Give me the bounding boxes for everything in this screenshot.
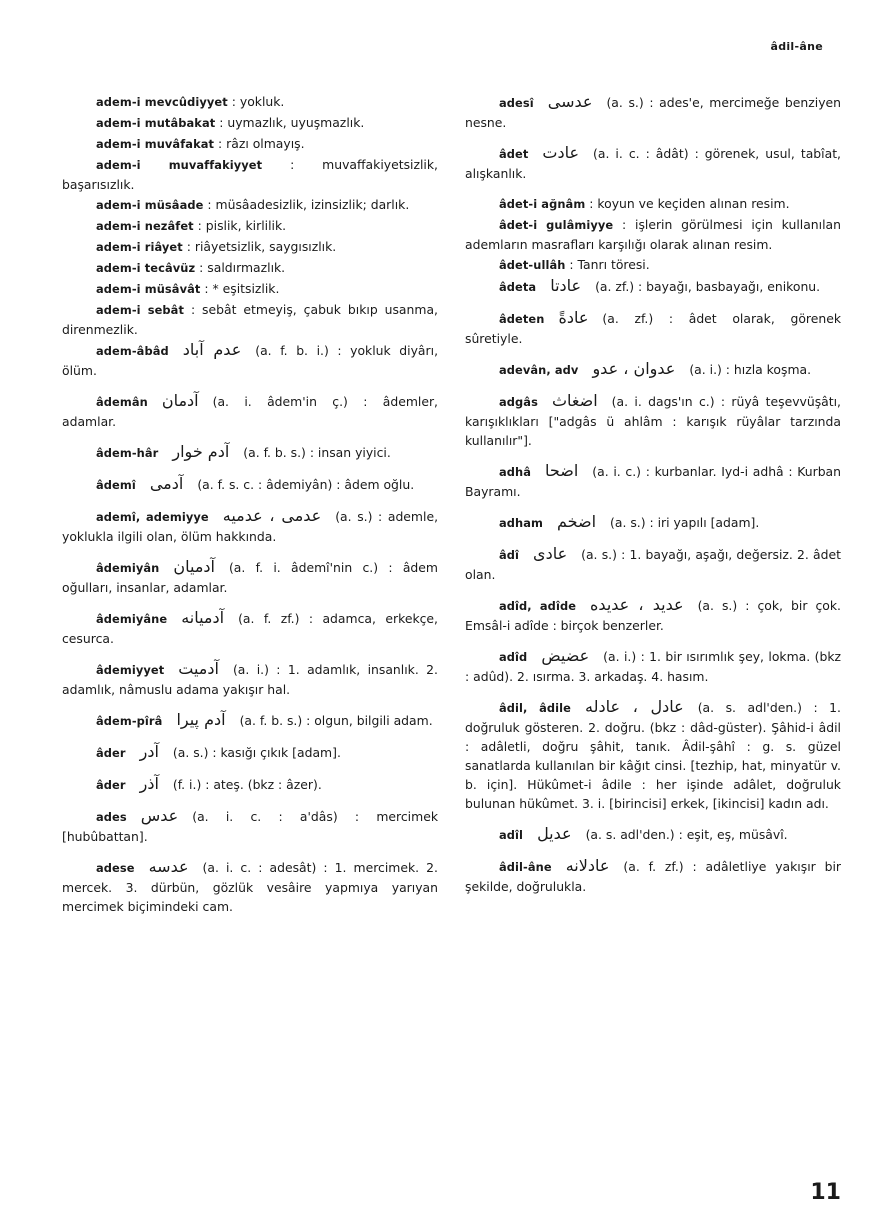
headword: âdemân <box>96 395 148 409</box>
arabic-script: عادی <box>533 544 568 563</box>
headword: âdemiyyet <box>96 663 165 677</box>
definition: (a. i. c. : âdât) : görenek, usul, tabîat, alışkanlık. <box>465 146 841 181</box>
dictionary-entry <box>62 608 438 648</box>
headword: âder <box>96 746 126 760</box>
dictionary-entry <box>62 300 438 339</box>
headword: âdet <box>499 147 529 161</box>
definition: (a. zf.) : bayağı, basbayağı, enikonu. <box>595 279 821 294</box>
definition: : müsâadesizlik, izinsizlik; darlık. <box>207 197 410 212</box>
definition: (a. s. adl'den.) : 1. doğruluk gösteren. 2. doğru. (bkz : dâd-güster). Şâhid-i âdil : adâletli, doğru şâhit, tanık. Âdil-şâhî : g. s. güzel sanatlarda kullanılan bir kâğıt cinsi. [tezhip, hat, minyatür v. b. için]. Hükûmet-i âdile : her işinde adâlet, doğruluk bulunan hükûmet. 3. i. [birincisi] erkek, [ikincisi] kadın adı. <box>465 700 841 811</box>
arabic-script: عدمی ، عدمیه <box>222 506 322 525</box>
arabic-script: آدر <box>139 742 159 761</box>
dictionary-entry <box>62 195 438 215</box>
dictionary-entry <box>62 237 438 257</box>
definition: : sebât etmeyiş, çabuk bıkıp usanma, direnmezlik. <box>62 302 438 337</box>
definition: (a. s.) : çok, bir çok. Emsâl-i adîde : birçok benzerler. <box>465 598 841 633</box>
headword: âdemiyâne <box>96 612 168 626</box>
headword: adem-i muvaffakiyyet <box>96 158 263 172</box>
dictionary-entry <box>465 255 841 275</box>
definition: : işlerin görülmesi için kullanılan ademların masrafları karşılığı olarak alınan resim. <box>465 217 841 252</box>
dictionary-entry <box>62 506 438 546</box>
dictionary-entry <box>62 474 438 495</box>
dictionary-entry <box>465 544 841 584</box>
guide-word: âdil-âne <box>770 40 823 53</box>
arabic-script: عادلانه <box>565 856 610 875</box>
definition: (a. s.) : kasığı çıkık [adam]. <box>172 745 341 760</box>
headword: adem-i sebât <box>96 303 185 317</box>
arabic-script: عادةً <box>558 308 589 327</box>
dictionary-entry <box>465 308 841 348</box>
headword: âdem-pîrâ <box>96 714 163 728</box>
arabic-script: عادتا <box>550 276 582 295</box>
headword: adem-i mevcûdiyyet <box>96 95 228 109</box>
definition: : yokluk. <box>231 94 285 109</box>
dictionary-entry <box>465 92 841 132</box>
headword: adem-i müsâvât <box>96 282 201 296</box>
arabic-script: آدمیان <box>173 557 215 576</box>
definition: (a. s.) : iri yapılı [adam]. <box>610 515 760 530</box>
arabic-script: عضیض <box>541 646 590 665</box>
dictionary-entry <box>465 646 841 686</box>
dictionary-entry <box>62 216 438 236</box>
headword: adhâ <box>499 465 532 479</box>
arabic-script: آدمی <box>149 474 184 493</box>
dictionary-entry <box>465 391 841 450</box>
headword: âdî <box>499 548 520 562</box>
headword: adem-âbâd <box>96 344 169 358</box>
dictionary-entry <box>465 359 841 380</box>
headword: ades <box>96 810 127 824</box>
dictionary-entry <box>62 113 438 133</box>
headword: adîd <box>499 650 528 664</box>
headword: âdemiyân <box>96 561 160 575</box>
definition: : * eşitsizlik. <box>204 281 280 296</box>
definition: (a. i. dags'ın c.) : rüyâ teşevvüşâtı, karışıklıkları ["adgâs ü ahlâm : karışık rüyâlar tarzında kullanılır"]. <box>465 394 841 448</box>
definition: (a. i. c. : a'dâs) : mercimek [hubûbattan]. <box>62 809 438 844</box>
arabic-script: عادل ، عادله <box>585 697 684 716</box>
definition: (a. f. i. âdemî'nin c.) : âdem oğulları, insanlar, adamlar. <box>62 560 438 595</box>
definition: (a. zf.) : âdet olarak, görenek sûretiyle. <box>465 311 841 346</box>
dictionary-entry <box>465 215 841 254</box>
definition: : muvaffakiyetsizlik, başarısızlık. <box>62 157 438 192</box>
arabic-script: آدمیت <box>178 659 219 678</box>
headword: adem-i nezâfet <box>96 219 194 233</box>
dictionary-entry <box>62 557 438 597</box>
arabic-script: عدوان ، عدو <box>592 359 676 378</box>
definition: : râzı olmayış. <box>218 136 305 151</box>
definition: : koyun ve keçiden alınan resim. <box>589 196 790 211</box>
definition: : uymazlık, uyuşmazlık. <box>219 115 365 130</box>
definition: : saldırmazlık. <box>199 260 286 275</box>
headword: adem-i müsâade <box>96 198 204 212</box>
arabic-script: آدم خوار <box>172 442 230 461</box>
page-number: 11 <box>810 1180 841 1205</box>
dictionary-entry <box>62 857 438 916</box>
headword: adgâs <box>499 395 538 409</box>
headword: adem-i muvâfakat <box>96 137 215 151</box>
arabic-script: عدیل <box>537 824 572 843</box>
definition: : riâyetsizlik, saygısızlık. <box>186 239 337 254</box>
headword: adîl <box>499 828 524 842</box>
dictionary-entry <box>62 134 438 154</box>
headword: âdeten <box>499 312 545 326</box>
definition: (a. i. c.) : kurbanlar. Iyd-i adhâ : Kurban Bayramı. <box>465 464 841 499</box>
definition: (a. f. b. s.) : olgun, bilgili adam. <box>239 713 433 728</box>
headword: âdet-ullâh <box>499 258 566 272</box>
definition: (a. s. adl'den.) : eşit, eş, müsâvî. <box>585 827 788 842</box>
headword: adevân, adv <box>499 363 579 377</box>
headword: adem-i riâyet <box>96 240 183 254</box>
arabic-script: عادت <box>542 143 580 162</box>
headword: âdem-hâr <box>96 446 159 460</box>
dictionary-entry <box>62 258 438 278</box>
definition: (a. i. âdem'in ç.) : âdemler, adamlar. <box>62 394 438 429</box>
headword: âdil, âdile <box>499 701 572 715</box>
arabic-script: اضحا <box>545 461 579 480</box>
definition: (a. i.) : hızla koşma. <box>689 362 812 377</box>
arabic-script: آذر <box>139 774 159 793</box>
headword: âdet-i ağnâm <box>499 197 586 211</box>
definition: : pislik, kirlilik. <box>197 218 287 233</box>
arabic-script: آدمان <box>161 391 199 410</box>
arabic-script: عدسه <box>148 857 189 876</box>
arabic-script: آدم پیرا <box>176 710 226 729</box>
headword: adese <box>96 861 135 875</box>
definition: (a. f. s. c. : âdemiyân) : âdem oğlu. <box>197 477 415 492</box>
dictionary-entry <box>465 143 841 183</box>
definition: (a. s.) : ades'e, mercimeğe benziyen nesne. <box>465 95 841 130</box>
headword: âder <box>96 778 126 792</box>
dictionary-entry <box>62 92 438 112</box>
dictionary-entry <box>465 856 841 896</box>
definition: (a. i.) : 1. adamlık, insanlık. 2. adamlık, nâmuslu adama yakışır hal. <box>62 662 438 697</box>
headword: âdemî <box>96 478 136 492</box>
arabic-script: اضخم <box>557 512 597 531</box>
headword: âdil-âne <box>499 860 552 874</box>
headword: ademî, ademiyye <box>96 510 209 524</box>
dictionary-entry <box>62 659 438 699</box>
headword: adham <box>499 516 544 530</box>
dictionary-entry <box>62 774 438 795</box>
dictionary-entry <box>62 710 438 731</box>
headword: âdet-i gulâmiyye <box>499 218 614 232</box>
dictionary-entry <box>465 461 841 501</box>
definition: (a. f. zf.) : adamca, erkekçe, cesurca. <box>62 611 438 646</box>
arabic-script: عدسی <box>547 92 593 111</box>
dictionary-entry <box>465 512 841 533</box>
right-column <box>465 92 841 907</box>
dictionary-entry <box>465 194 841 214</box>
dictionary-entry <box>62 155 438 194</box>
headword: adesî <box>499 96 534 110</box>
arabic-script: عدید ، عدیده <box>590 595 684 614</box>
definition: (a. s.) : 1. bayağı, aşağı, değersiz. 2. âdet olan. <box>465 547 841 582</box>
definition: (a. f. zf.) : adâletliye yakışır bir şekilde, doğrulukla. <box>465 859 841 894</box>
dictionary-entry <box>465 697 841 813</box>
arabic-script: آدمیانه <box>181 608 225 627</box>
definition: (a. i. c. : adesât) : 1. mercimek. 2. mercek. 3. dürbün, gözlük vesâire yapmıya yarıyan mercimek biçimindeki cam. <box>62 860 438 914</box>
dictionary-entry <box>62 442 438 463</box>
headword: âdeta <box>499 280 537 294</box>
dictionary-entry <box>62 340 438 380</box>
dictionary-entry <box>62 391 438 431</box>
definition: (a. f. b. i.) : yokluk diyârı, ölüm. <box>62 343 439 378</box>
left-column <box>62 92 438 927</box>
definition: : Tanrı töresi. <box>569 257 650 272</box>
dictionary-entry <box>465 595 841 635</box>
arabic-script: عدس <box>140 806 179 825</box>
definition: (a. i.) : 1. bir ısırımlık şey, lokma. (bkz : adûd). 2. ısırma. 3. arkadaş. 4. hasım. <box>465 649 841 684</box>
arabic-script: اضغاث <box>551 391 598 410</box>
definition: (a. f. b. s.) : insan yiyici. <box>243 445 391 460</box>
dictionary-entry <box>465 276 841 297</box>
dictionary-entry <box>465 824 841 845</box>
dictionary-entry <box>62 279 438 299</box>
definition: (f. i.) : ateş. (bkz : âzer). <box>172 777 322 792</box>
arabic-script: عدم آباد <box>182 340 242 359</box>
headword: adîd, adîde <box>499 599 577 613</box>
headword: adem-i tecâvüz <box>96 261 196 275</box>
headword: adem-i mutâbakat <box>96 116 216 130</box>
definition: (a. s.) : ademle, yoklukla ilgili olan, ölüm hakkında. <box>62 509 439 544</box>
dictionary-entry <box>62 806 438 846</box>
dictionary-entry <box>62 742 438 763</box>
